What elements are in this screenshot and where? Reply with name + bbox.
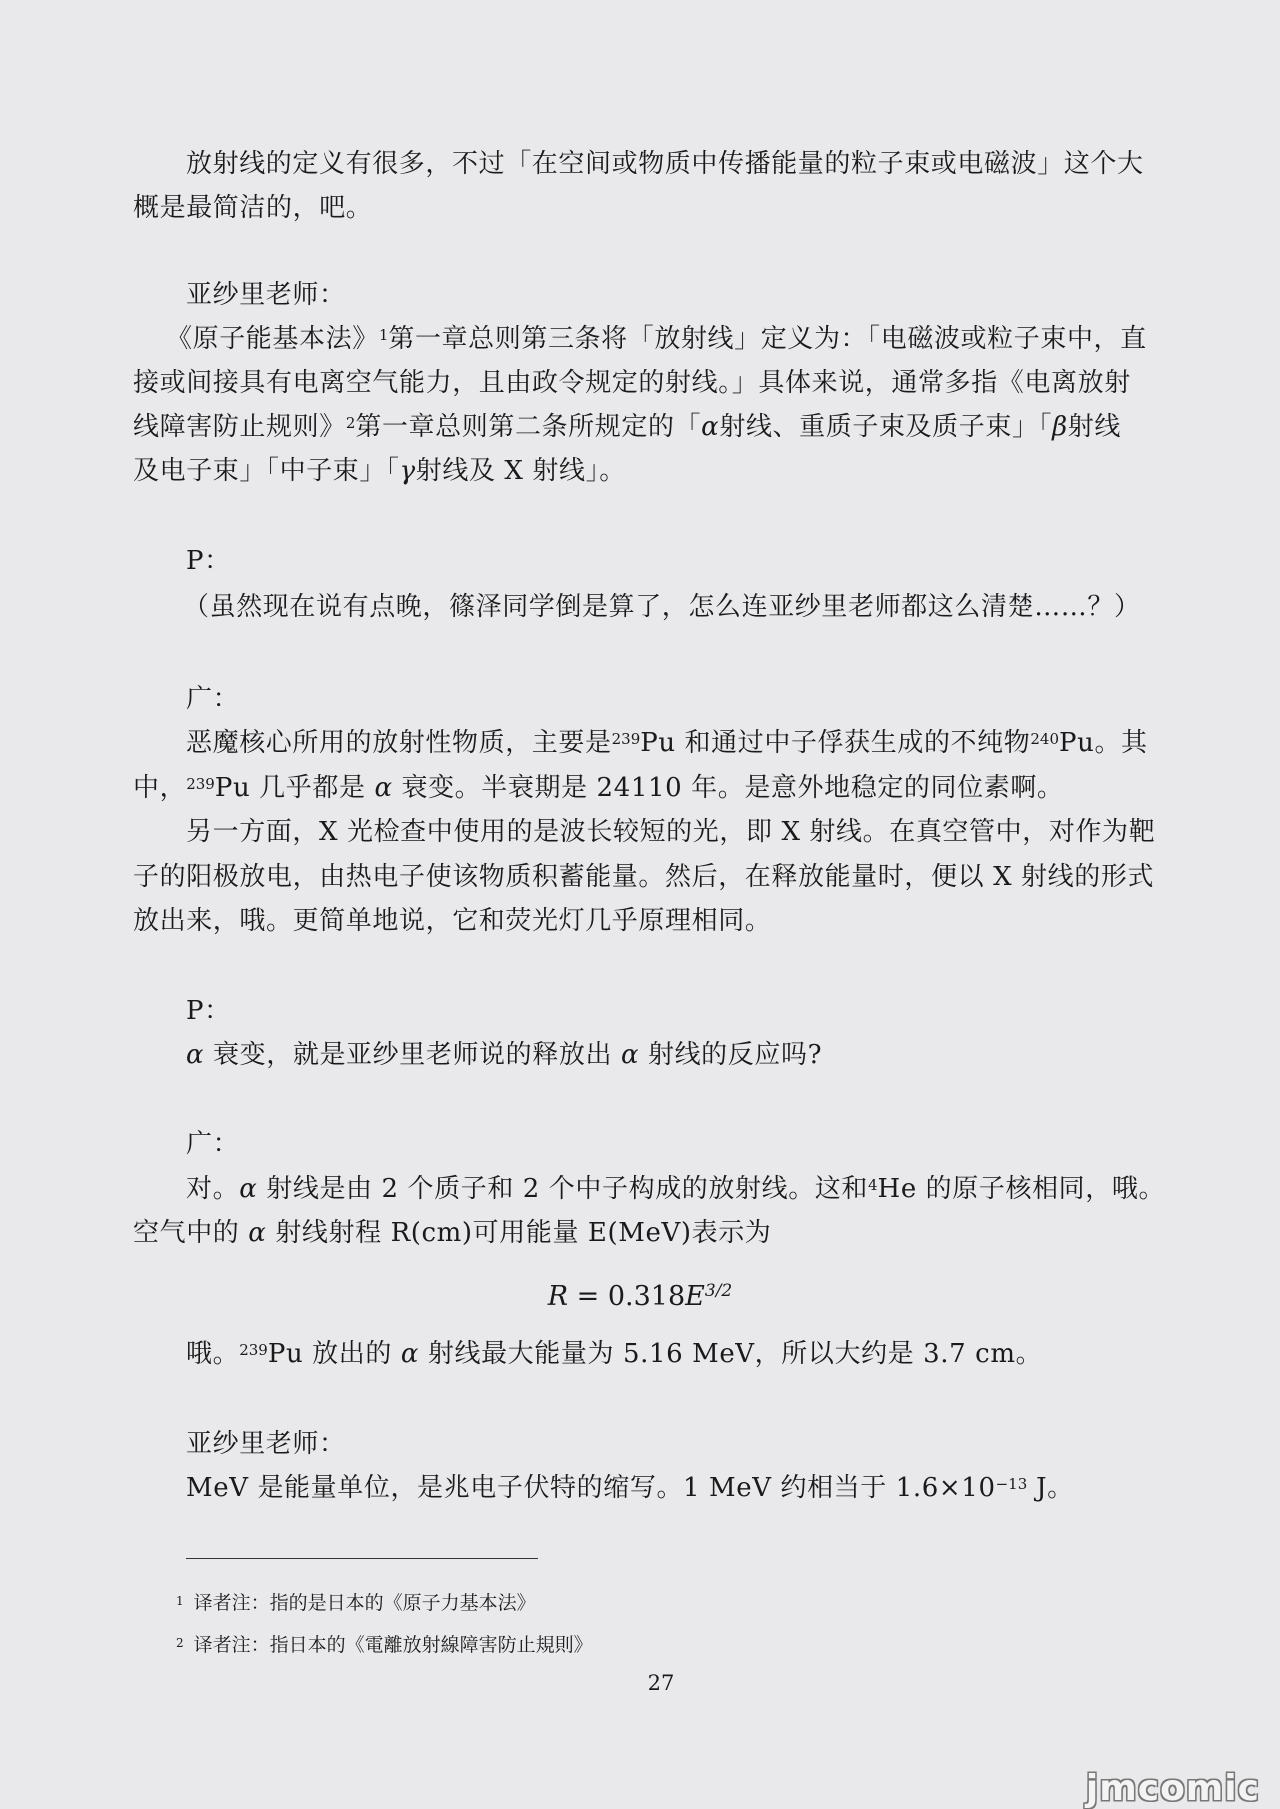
footnote-2: $^2$ 译者注：指日本的《電離放射線障害防止規則》: [176, 1634, 593, 1656]
footnote-1: $^1$ 译者注：指的是日本的《原子力基本法》: [176, 1592, 536, 1614]
footnote-ref: 2: [345, 414, 356, 432]
paragraph-line: 空气中的 α 射线射程 R(cm)可用能量 E(MeV)表示为: [133, 1218, 772, 1248]
watermark-logo: jmcomic: [1085, 1768, 1260, 1809]
speaker-label: 亚纱里老师：: [186, 1429, 346, 1459]
paragraph-line: 对。α 射线是由 2 个质子和 2 个中子构成的放射线。这和$^4$He 的原子核相同，哦。: [186, 1174, 1166, 1204]
paragraph-line: 子的阳极放电，由热电子使该物质积蓄能量。然后，在释放能量时，便以 X 射线的形式: [133, 862, 1155, 892]
speaker-label: 广：: [186, 1129, 240, 1159]
paragraph-line: 《原子能基本法》$^1$第一章总则第三条将「放射线」定义为：「电磁波或粒子束中，直: [166, 324, 1147, 354]
paragraph-line: （虽然现在说有点晚，篠泽同学倒是算了，怎么连亚纱里老师都这么清楚……？）: [183, 592, 1141, 622]
paragraph-line: 接或间接具有电离空气能力，且由政令规定的射线。」具体来说，通常多指《电离放射: [133, 368, 1131, 398]
paragraph-line: 放射线的定义有很多，不过「在空间或物质中传播能量的粒子束或电磁波」这个大: [186, 149, 1144, 179]
paragraph-line: 中，$^{239}$Pu 几乎都是 α 衰变。半衰期是 24110 年。是意外地稳定的同位素啊。: [133, 773, 1064, 803]
speaker-label: 广：: [186, 684, 240, 714]
paragraph-line: 哦。$^{239}$Pu 放出的 α 射线最大能量为 5.16 MeV，所以大约是 3.7 cm。: [186, 1339, 1043, 1369]
page-number: 27: [647, 1671, 675, 1695]
paragraph-line: 放出来，哦。更简单地说，它和荧光灯几乎原理相同。: [133, 906, 772, 936]
paragraph-line: 概是最简洁的，吧。: [133, 193, 373, 223]
speaker-label: P：: [186, 546, 231, 576]
speaker-label: P：: [186, 996, 231, 1026]
paragraph-line: 线障害防止规则》$^2$第一章总则第二条所规定的「α射线、重质子束及质子束」「β射线: [133, 412, 1121, 442]
paragraph-line: α 衰变，就是亚纱里老师说的释放出 α 射线的反应吗?: [186, 1040, 823, 1070]
range-formula: $R = 0.318E^{3/2}$: [547, 1281, 733, 1312]
paragraph-line: 及电子束」「中子束」「γ射线及 X 射线」。: [133, 456, 626, 486]
speaker-label: 亚纱里老师：: [186, 280, 346, 310]
footnote-divider: [186, 1558, 538, 1559]
paragraph-line: 另一方面，X 光检查中使用的是波长较短的光，即 X 射线。在真空管中，对作为靶: [186, 817, 1156, 847]
paragraph-line: MeV 是能量单位，是兆电子伏特的缩写。1 MeV 约相当于 $1.6\times 10^{-13}$ J。: [186, 1473, 1074, 1503]
footnote-ref: 1: [378, 326, 389, 344]
paragraph-line: 恶魔核心所用的放射性物质，主要是$^{239}$Pu 和通过中子俘获生成的不纯物$^{240}$Pu。其: [186, 728, 1148, 758]
